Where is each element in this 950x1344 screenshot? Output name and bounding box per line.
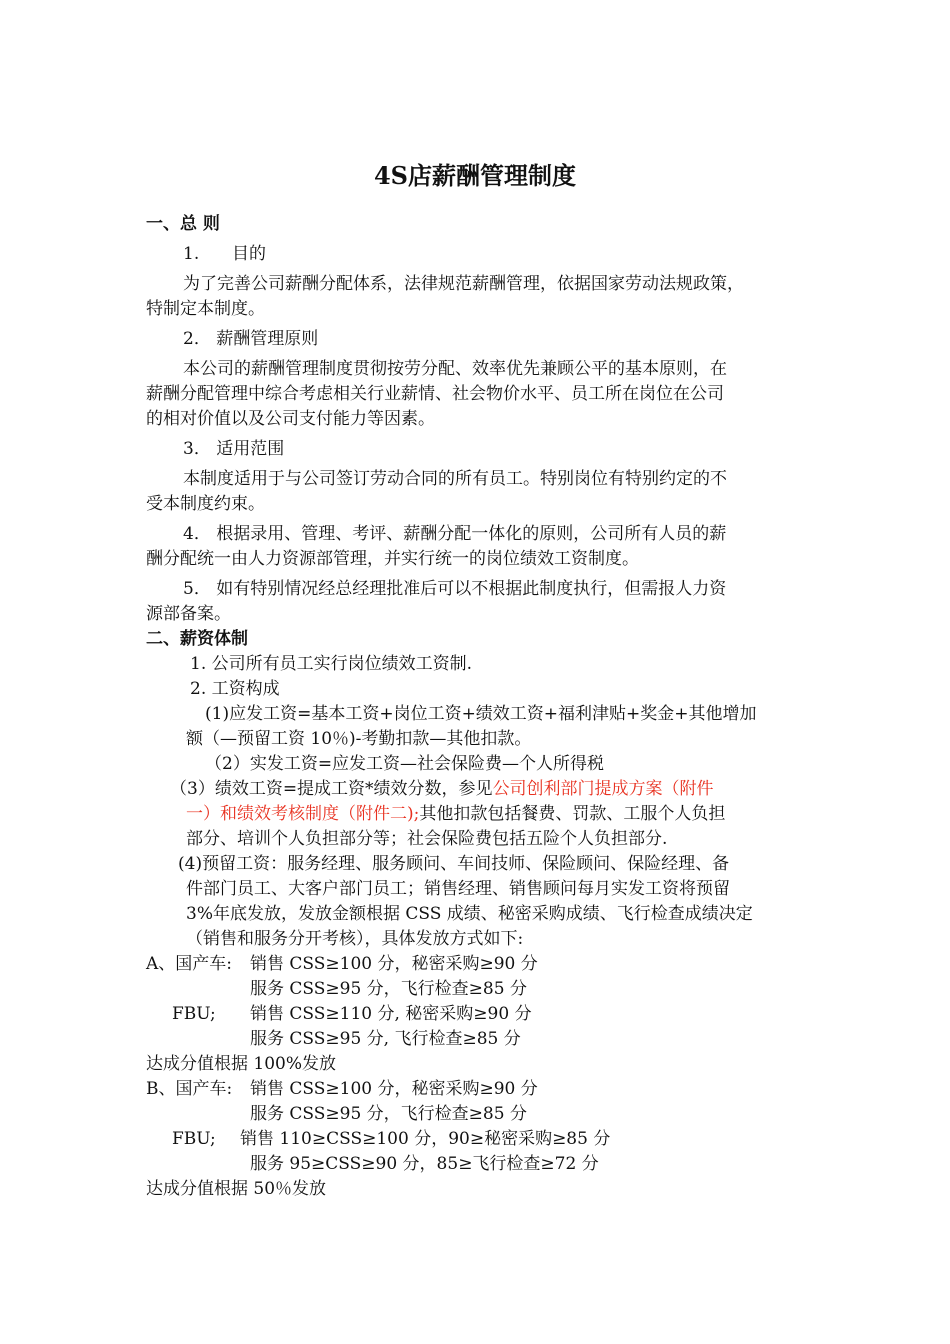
criteria-line: 服务 CSS≥95 分，飞行检查≥85 分 [250,1104,527,1124]
criteria-line: 服务 CSS≥95 分, 飞行检查≥85 分 [250,1029,521,1049]
item-scope: 3． 适用范围 [183,439,285,459]
fbu-label: FBU; [172,1129,216,1149]
paragraph-line: 酬分配统一由人力资源部管理，并实行统一的岗位绩效工资制度。 [146,549,639,569]
paragraph-line: 4． 根据录用、管理、考评、薪酬分配一体化的原则，公司所有人员的薪 [183,524,727,544]
paragraph-line: 受本制度约束。 [146,494,265,514]
paragraph-line: 件部门员工、大客户部门员工；销售经理、销售顾问每月实发工资将预留 [186,879,730,899]
fbu-label: FBU; [172,1004,216,1024]
text-run: 其他扣款包括餐费、罚款、工服个人负担 [419,804,726,824]
block-b-label: B、国产车: [146,1079,233,1099]
payout-result: 达成分值根据 50％发放 [146,1179,327,1199]
paragraph-line [170,777,714,801]
list-item: 1. 公司所有员工实行岗位绩效工资制. [190,654,473,674]
criteria-line: 销售 110≥CSS≥100 分，90≥秘密采购≥85 分 [240,1129,611,1149]
item-pay-principle: 2． 薪酬管理原则 [183,329,319,349]
criteria-line: 销售 CSS≥100 分，秘密采购≥90 分 [250,1079,538,1099]
section-heading-salary-system: 二、薪资体制 [146,629,248,649]
text-run: （3）绩效工资=提成工资*绩效分数，参见 [170,779,493,799]
block-a-label: A、国产车: [146,954,233,974]
paragraph-line: 额（—预留工资 10％)-考勤扣款—其他扣款。 [186,729,532,749]
paragraph-line: 本制度适用于与公司签订劳动合同的所有员工。特别岗位有特别约定的不 [183,469,727,489]
paragraph-line: 薪酬分配管理中综合考虑相关行业薪情、社会物价水平、员工所在岗位在公司 [146,384,724,404]
criteria-line: 服务 95≥CSS≥90 分，85≥飞行检查≥72 分 [250,1154,599,1174]
paragraph-line: 为了完善公司薪酬分配体系，法律规范薪酬管理，依据国家劳动法规政策， [183,274,744,294]
paragraph-line: 的相对价值以及公司支付能力等因素。 [146,409,435,429]
reference-link-text: 公司创利部门提成方案（附件 [492,779,714,799]
item-number: 1. [183,244,200,264]
criteria-line: 销售 CSS≥100 分，秘密采购≥90 分 [250,954,538,974]
paragraph-line: 部分、培训个人负担部分等；社会保险费包括五险个人负担部分. [186,829,668,849]
paragraph-line: （销售和服务分开考核），具体发放方式如下: [186,929,524,949]
criteria-line: 销售 CSS≥110 分, 秘密采购≥90 分 [250,1004,532,1024]
paragraph-line: 3%年底发放，发放金额根据 CSS 成绩、秘密采购成绩、飞行检查成绩决定 [186,904,753,924]
paragraph-line: （2）实发工资=应发工资—社会保险费—个人所得税 [205,754,605,774]
document-title: 4S店薪酬管理制度 [373,161,577,190]
paragraph-line: (1)应发工资=基本工资+岗位工资+绩效工资+福利津贴+奖金+其他增加 [205,704,757,724]
paragraph-line: 本公司的薪酬管理制度贯彻按劳分配、效率优先兼顾公平的基本原则，在 [183,359,727,379]
section-heading-general: 一、总 则 [146,214,220,234]
criteria-line: 服务 CSS≥95 分，飞行检查≥85 分 [250,979,527,999]
paragraph-line: 特制定本制度。 [146,299,265,319]
paragraph-line [186,802,725,826]
reference-link-text: 一）和绩效考核制度（附件二); [186,804,420,824]
item-purpose: 目的 [232,244,266,264]
paragraph-line: 源部备案。 [146,604,231,624]
list-item: 2. 工资构成 [190,679,280,699]
paragraph-line: 5． 如有特别情况经总经理批准后可以不根据此制度执行，但需报人力资 [183,579,727,599]
paragraph-line: (4)预留工资：服务经理、服务顾问、车间技师、保险顾问、保险经理、备 [178,854,730,874]
payout-result: 达成分值根据 100%发放 [146,1054,337,1074]
